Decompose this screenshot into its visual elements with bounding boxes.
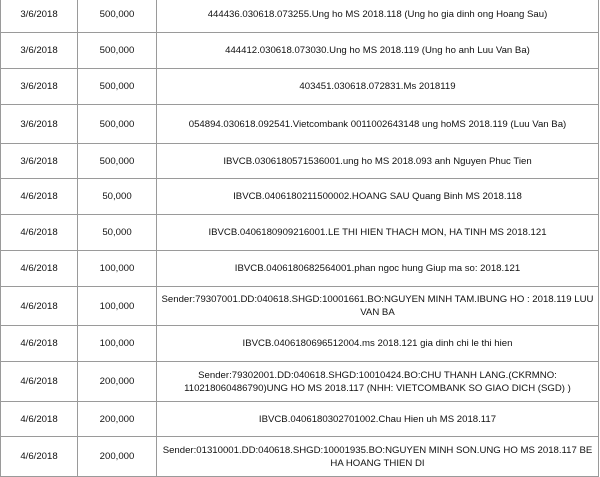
description-cell: 403451.030618.072831.Ms 2018119 [157, 69, 599, 105]
date-cell: 3/6/2018 [1, 105, 78, 144]
table-row [1, 251, 599, 287]
table-row [1, 33, 599, 69]
amount-cell: 200,000 [78, 362, 157, 402]
description-cell: Sender:01310001.DD:040618.SHGD:10001935.BO:NGUYEN MINH SON.UNG HO MS 2018.117 BE HA HOANG THIEN DI [157, 437, 599, 477]
table-row [1, 179, 599, 215]
date-cell: 3/6/2018 [1, 144, 78, 179]
description-cell: IBVCB.0406180909216001.LE THI HIEN THACH MON, HA TINH MS 2018.121 [157, 215, 599, 251]
description-cell: Sender:79302001.DD:040618.SHGD:10010424.BO:CHU THANH LANG.(CKRMNO: 110218060486790)UNG HO MS 2018.117 (NHH: VIETCOMBANK SO GIAO DICH (SGD) ) [157, 362, 599, 402]
table-row [1, 437, 599, 477]
date-cell: 4/6/2018 [1, 179, 78, 215]
amount-cell: 100,000 [78, 326, 157, 362]
description-cell: 444436.030618.073255.Ung ho MS 2018.118 (Ung ho gia dinh ong Hoang Sau) [157, 0, 599, 33]
description-cell: IBVCB.0406180302701002.Chau Hien uh MS 2018.117 [157, 402, 599, 437]
description-cell: IBVCB.0406180211500002.HOANG SAU Quang Binh MS 2018.118 [157, 179, 599, 215]
date-cell: 3/6/2018 [1, 33, 78, 69]
table-row [1, 215, 599, 251]
amount-cell: 500,000 [78, 69, 157, 105]
amount-cell: 200,000 [78, 402, 157, 437]
amount-cell: 50,000 [78, 215, 157, 251]
amount-cell: 100,000 [78, 251, 157, 287]
table-row [1, 69, 599, 105]
amount-cell: 50,000 [78, 179, 157, 215]
table-row [1, 105, 599, 144]
description-cell: 054894.030618.092541.Vietcombank 0011002643148 ung hoMS 2018.119 (Luu Van Ba) [157, 105, 599, 144]
amount-cell: 500,000 [78, 0, 157, 33]
amount-cell: 100,000 [78, 287, 157, 326]
date-cell: 4/6/2018 [1, 437, 78, 477]
date-cell: 4/6/2018 [1, 362, 78, 402]
amount-cell: 500,000 [78, 33, 157, 69]
date-cell: 4/6/2018 [1, 326, 78, 362]
date-cell: 4/6/2018 [1, 215, 78, 251]
date-cell: 4/6/2018 [1, 402, 78, 437]
table-row [1, 0, 599, 33]
description-cell: Sender:79307001.DD:040618.SHGD:10001661.BO:NGUYEN MINH TAM.IBUNG HO : 2018.119 LUU VAN BA [157, 287, 599, 326]
transaction-table-body [1, 0, 599, 477]
amount-cell: 500,000 [78, 105, 157, 144]
table-row [1, 362, 599, 402]
description-cell: IBVCB.0406180682564001.phan ngoc hung Giup ma so: 2018.121 [157, 251, 599, 287]
table-row [1, 402, 599, 437]
date-cell: 4/6/2018 [1, 287, 78, 326]
table-row [1, 326, 599, 362]
description-cell: IBVCB.0406180696512004.ms 2018.121 gia dinh chi le thi hien [157, 326, 599, 362]
description-cell: 444412.030618.073030.Ung ho MS 2018.119 (Ung ho anh Luu Van Ba) [157, 33, 599, 69]
table-row [1, 144, 599, 179]
description-cell: IBVCB.0306180571536001.ung ho MS 2018.093 anh Nguyen Phuc Tien [157, 144, 599, 179]
date-cell: 4/6/2018 [1, 251, 78, 287]
date-cell: 3/6/2018 [1, 0, 78, 33]
amount-cell: 500,000 [78, 144, 157, 179]
date-cell: 3/6/2018 [1, 69, 78, 105]
amount-cell: 200,000 [78, 437, 157, 477]
table-row [1, 287, 599, 326]
